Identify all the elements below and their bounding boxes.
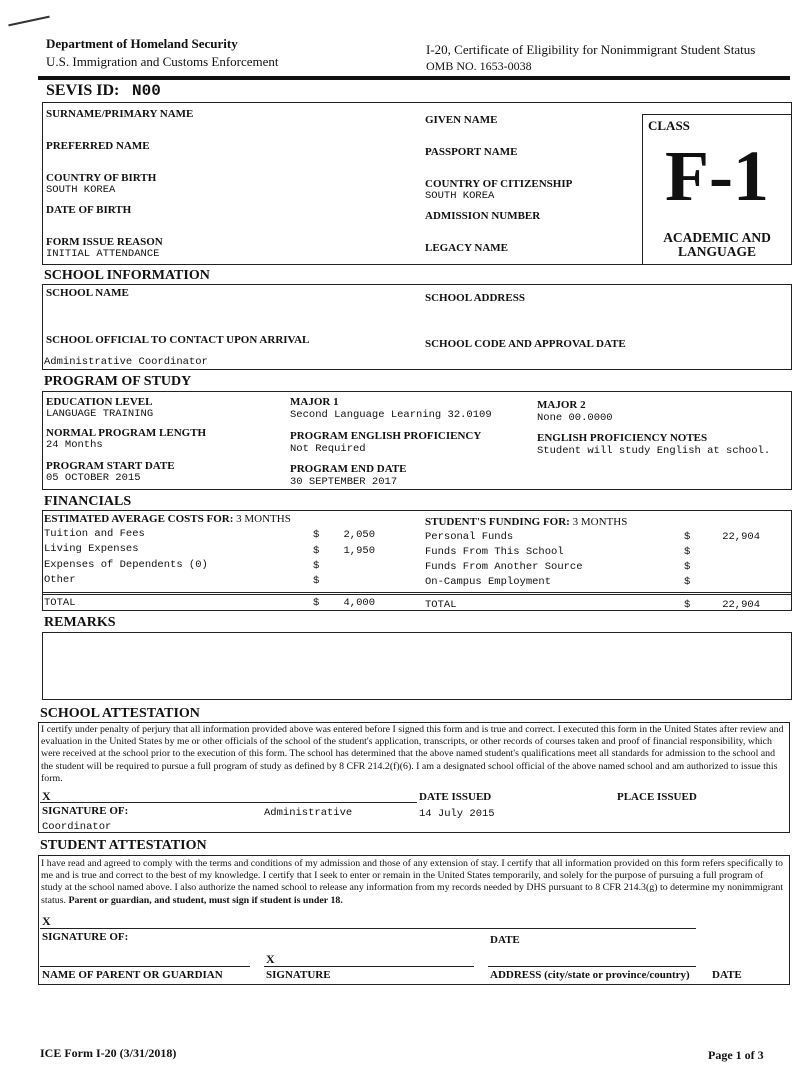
given-name-label: GIVEN NAME xyxy=(425,114,498,126)
end-date: 30 SEPTEMBER 2017 xyxy=(290,476,398,488)
funding-total: 22,904 xyxy=(722,599,760,611)
edu-level: LANGUAGE TRAINING xyxy=(46,408,154,420)
issue-reason: INITIAL ATTENDANCE xyxy=(46,248,160,260)
major2: None 00.0000 xyxy=(537,412,613,424)
english-proficiency: Not Required xyxy=(290,443,366,455)
parent-date-label: DATE xyxy=(712,969,742,981)
costs-total: 4,000 xyxy=(343,597,375,609)
sevis-id: N00 xyxy=(132,82,161,100)
funding-total-currency: $ xyxy=(684,599,691,611)
cost-amount: 2,050 xyxy=(343,529,375,541)
funding-currency: $ xyxy=(684,546,691,558)
school-info-heading: SCHOOL INFORMATION xyxy=(44,268,210,283)
student-date-label: DATE xyxy=(490,934,520,946)
remarks-box xyxy=(42,632,792,700)
student-attestation-heading: STUDENT ATTESTATION xyxy=(40,838,207,853)
date-issued: 14 July 2015 xyxy=(419,808,495,820)
major1: Second Language Learning 32.0109 xyxy=(290,409,492,421)
page-number: Page 1 of 3 xyxy=(708,1048,764,1062)
funding-item: On-Campus Employment xyxy=(425,576,552,588)
surname-label: SURNAME/PRIMARY NAME xyxy=(46,108,194,120)
citizenship: SOUTH KOREA xyxy=(425,190,495,202)
form-title: I-20, Certificate of Eligibility for Nonimmigrant Student Status xyxy=(426,42,756,57)
funding-amount: 22,904 xyxy=(722,531,760,543)
cost-item: Expenses of Dependents (0) xyxy=(44,559,208,571)
parent-signature-line xyxy=(264,966,474,967)
place-issued-label: PLACE ISSUED xyxy=(617,791,697,803)
end-date-label: PROGRAM END DATE xyxy=(290,463,407,475)
passport-name-label: PASSPORT NAME xyxy=(425,146,518,158)
form-number: ICE Form I-20 (3/31/2018) xyxy=(40,1046,177,1060)
funding-header: STUDENT'S FUNDING FOR: 3 MONTHS xyxy=(425,516,628,528)
dob-label: DATE OF BIRTH xyxy=(46,204,132,216)
school-signature-x: X xyxy=(42,789,51,803)
agency-name: U.S. Immigration and Customs Enforcement xyxy=(46,54,279,69)
financials-heading: FINANCIALS xyxy=(44,494,132,509)
date-issued-label: DATE ISSUED xyxy=(419,791,492,803)
school-code-label: SCHOOL CODE AND APPROVAL DATE xyxy=(425,338,626,350)
funding-item: Funds From This School xyxy=(425,546,564,558)
school-address-label: SCHOOL ADDRESS xyxy=(425,292,525,304)
school-attestation-text: I certify under penalty of perjury that all information provided above was entered before I signed this form and is true and correct. I executed this form in the United States after review and evaluation in the United States by me or other officials of the school of the student's application, transcripts, or other records of courses taken and proof of financial responsibility, which were received at the school prior to the execution of this form. The school has determined that the above named student's qualifications meet all standards for admission to the school and the student will be required to pursue a full program of study as defined by 8 CFR 214.2(f)(6). I am a designated school official of the above named school and am authorized to issue this form. xyxy=(41,724,784,784)
funding-currency: $ xyxy=(684,576,691,588)
cost-item: Other xyxy=(44,574,76,586)
student-attestation-text: I have read and agreed to comply with the terms and conditions of my admission and those of any extension of stay. I certify that all information provided on this form refers specifically to me and is true and correct to the best of my knowledge. I certify that I seek to enter or remain in the United States temporarily, and solely for the purpose of pursuing a full program of study at the school named above. I also authorize the named school to release any information from my records needed by DHS pursuant to 8 CFR 214.3(g) to determine my nonimmigrant status. Parent or guardian, and student, must sign if student is under 18. xyxy=(41,858,784,906)
issue-reason-label: FORM ISSUE REASON xyxy=(46,236,163,248)
citizenship-label: COUNTRY OF CITIZENSHIP xyxy=(425,178,573,190)
start-date-label: PROGRAM START DATE xyxy=(46,460,175,472)
major2-label: MAJOR 2 xyxy=(537,399,586,411)
totals-divider xyxy=(42,592,792,593)
funding-item: Funds From Another Source xyxy=(425,561,583,573)
school-signer-title-cont: Coordinator xyxy=(42,821,112,833)
english-proficiency-label: PROGRAM ENGLISH PROFICIENCY xyxy=(290,430,482,442)
student-signature-label: SIGNATURE OF: xyxy=(42,931,129,943)
costs-total-currency: $ xyxy=(313,597,320,609)
program-length-label: NORMAL PROGRAM LENGTH xyxy=(46,427,207,439)
parent-signature-label: SIGNATURE xyxy=(266,969,331,981)
parent-address-line xyxy=(488,966,696,967)
major1-label: MAJOR 1 xyxy=(290,396,339,408)
cost-currency: $ xyxy=(313,560,320,572)
cost-currency: $ xyxy=(313,529,320,541)
class-type-line1: ACADEMIC AND xyxy=(663,230,771,245)
proficiency-notes: Student will study English at school. xyxy=(537,445,771,457)
school-official-label: SCHOOL OFFICIAL TO CONTACT UPON ARRIVAL xyxy=(46,334,310,346)
sevis-label: SEVIS ID: xyxy=(46,82,120,99)
program-length: 24 Months xyxy=(46,439,103,451)
cost-item: Living Expenses xyxy=(44,543,139,555)
student-signature-x: X xyxy=(42,914,51,928)
cost-currency: $ xyxy=(313,545,320,557)
school-official: Administrative Coordinator xyxy=(44,356,208,368)
birth-country: SOUTH KOREA xyxy=(46,184,116,196)
parent-address-label: ADDRESS (city/state or province/country) xyxy=(490,969,690,981)
parent-name-line xyxy=(40,966,250,967)
class-label: CLASS xyxy=(648,118,690,133)
birth-country-label: COUNTRY OF BIRTH xyxy=(46,172,157,184)
class-value: F-1 xyxy=(665,136,769,216)
totals-divider xyxy=(42,594,792,595)
legacy-name-label: LEGACY NAME xyxy=(425,242,509,254)
costs-header: ESTIMATED AVERAGE COSTS FOR: 3 MONTHS xyxy=(44,513,291,525)
funding-total-label: TOTAL xyxy=(425,599,457,611)
pen-mark xyxy=(8,16,49,27)
parent-signature-x: X xyxy=(266,952,275,966)
school-signature-label: SIGNATURE OF: xyxy=(42,805,129,817)
omb-number: OMB NO. 1653-0038 xyxy=(426,59,532,73)
proficiency-notes-label: ENGLISH PROFICIENCY NOTES xyxy=(537,432,708,444)
preferred-name-label: PREFERRED NAME xyxy=(46,140,150,152)
start-date: 05 OCTOBER 2015 xyxy=(46,472,141,484)
remarks-heading: REMARKS xyxy=(44,615,116,630)
school-attestation-heading: SCHOOL ATTESTATION xyxy=(40,706,200,721)
parent-name-label: NAME OF PARENT OR GUARDIAN xyxy=(42,969,223,981)
school-name-label: SCHOOL NAME xyxy=(46,287,129,299)
class-type-line2: LANGUAGE xyxy=(677,244,756,259)
funding-currency: $ xyxy=(684,561,691,573)
school-signer-title: Administrative xyxy=(264,807,353,819)
cost-item: Tuition and Fees xyxy=(44,528,145,540)
cost-currency: $ xyxy=(313,575,320,587)
program-heading: PROGRAM OF STUDY xyxy=(44,374,192,389)
student-signature-line xyxy=(40,928,696,929)
funding-currency: $ xyxy=(684,531,691,543)
admission-number-label: ADMISSION NUMBER xyxy=(425,210,541,222)
edu-level-label: EDUCATION LEVEL xyxy=(46,396,153,408)
costs-total-label: TOTAL xyxy=(44,597,76,609)
header-rule xyxy=(38,76,790,80)
cost-amount: 1,950 xyxy=(343,545,375,557)
funding-item: Personal Funds xyxy=(425,531,514,543)
school-signature-line xyxy=(40,802,417,803)
dept-name: Department of Homeland Security xyxy=(46,36,238,51)
